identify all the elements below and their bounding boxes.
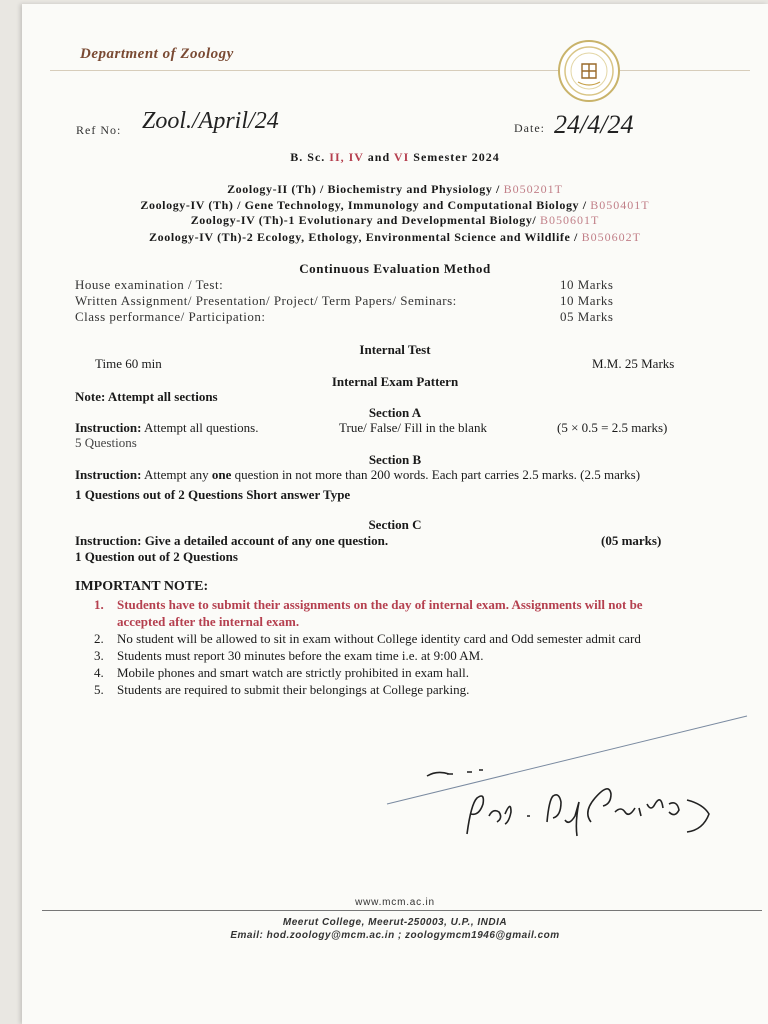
evaluation-row-marks: 05 Marks [560, 309, 614, 324]
section-b-count: 1 Questions out of 2 Questions Short answer Type [75, 487, 351, 502]
time-limit: Time 60 min [95, 356, 162, 371]
section-c-marks: (05 marks) [601, 533, 662, 548]
course-line [22, 198, 768, 213]
section-a-instruction [75, 420, 258, 436]
header-divider [50, 70, 750, 71]
section-c-instruction: Instruction: Give a detailed account of any one question. [75, 533, 389, 548]
semester-last: VI [393, 150, 410, 164]
section-b-instruction [75, 467, 640, 483]
course-line [22, 230, 768, 245]
evaluation-row-label: House examination / Test: [75, 277, 224, 292]
department-heading: Department of Zoology [80, 46, 234, 62]
ref-number: Zool./April/24 [142, 108, 279, 134]
course-code: B050602T [581, 230, 641, 244]
section-b-title: Section B [368, 452, 422, 467]
list-item [90, 647, 643, 664]
exam-pattern-title: Internal Exam Pattern [331, 374, 459, 389]
evaluation-row-label: Written Assignment/ Presentation/ Project/ Term Papers/ Seminars: [75, 293, 457, 308]
section-c-count: 1 Question out of 2 Questions [75, 549, 238, 564]
instruction-label: Instruction: [75, 467, 142, 482]
course-line [22, 213, 768, 228]
evaluation-row-label: Class performance/ Participation: [75, 309, 266, 324]
list-item-text: Mobile phones and smart watch are strictly prohibited in exam hall. [117, 665, 469, 680]
course-code: B050401T [590, 198, 650, 212]
internal-test-title: Internal Test [359, 342, 431, 357]
semester-and: and [367, 150, 391, 164]
section-a-title: Section A [368, 405, 422, 420]
instruction-text-bold: one [211, 467, 232, 482]
list-item-number: 3. [94, 648, 104, 663]
semester-heading [22, 150, 768, 165]
list-item [90, 630, 643, 647]
instruction-text-pre: Attempt any [144, 467, 209, 482]
list-item [90, 664, 643, 681]
list-item-text: accepted after the internal exam. [117, 614, 300, 629]
website-link: www.mcm.ac.in [355, 897, 435, 908]
list-item-text: Students are required to submit their belongings at College parking. [117, 682, 470, 697]
list-item-number: 4. [94, 665, 104, 680]
section-a-type: True/ False/ Fill in the blank [339, 420, 487, 435]
evaluation-row-marks: 10 Marks [560, 293, 614, 308]
course-code: B050601T [539, 213, 600, 227]
section-c-title: Section C [368, 517, 422, 532]
list-item [90, 681, 643, 698]
list-item-number: 1. [94, 597, 104, 612]
date-label: Date: [514, 121, 545, 135]
course-name: Zoology-IV (Th)-2 Ecology, Ethology, Environmental Science and Wildlife / [149, 230, 578, 244]
list-item-number: 2. [94, 631, 104, 646]
instruction-text-post: question in not more than 200 words. Each part carries 2.5 marks. (2.5 marks) [234, 467, 641, 482]
evaluation-title: Continuous Evaluation Method [299, 261, 491, 276]
semester-suffix: Semester 2024 [413, 150, 500, 164]
list-item-text: No student will be allowed to sit in exam without College identity card and Odd semester admit card [117, 631, 641, 646]
course-code: B050201T [503, 182, 563, 196]
contact-email: Email: hod.zoology@mcm.ac.in ; zoologymcm1946@gmail.com [230, 930, 560, 941]
instruction-text: Attempt all questions. [144, 420, 259, 435]
course-name: Zoology-II (Th) / Biochemistry and Physiology / [227, 182, 500, 196]
section-a-marks: (5 × 0.5 = 2.5 marks) [557, 420, 668, 435]
course-name: Zoology-IV (Th) / Gene Technology, Immunology and Computational Biology / [140, 198, 587, 212]
course-name: Zoology-IV (Th)-1 Evolutionary and Developmental Biology/ [190, 213, 537, 227]
list-item-text: Students must report 30 minutes before the exam time i.e. at 9:00 AM. [117, 648, 484, 663]
footer-divider [42, 910, 762, 911]
max-marks: M.M. 25 Marks [592, 356, 675, 371]
college-seal-icon [558, 40, 620, 102]
attempt-note: Note: Attempt all sections [75, 389, 218, 404]
section-a-count: 5 Questions [75, 435, 137, 450]
semester-prefix: B. Sc. [290, 150, 326, 164]
college-address: Meerut College, Meerut-250003, U.P., INDIA [282, 917, 508, 928]
signature-image [377, 704, 757, 844]
ref-label: Ref No: [76, 123, 122, 137]
list-item-text: Students have to submit their assignments on the day of internal exam. Assignments will not be [117, 597, 643, 612]
list-item-number: 5. [94, 682, 104, 697]
document-page [22, 4, 768, 1024]
evaluation-row-marks: 10 Marks [560, 277, 614, 292]
important-note-title: IMPORTANT NOTE: [75, 579, 209, 594]
course-line [22, 182, 768, 197]
semester-list: II, IV [329, 150, 364, 164]
date-value: 24/4/24 [554, 110, 634, 139]
important-note-list [90, 596, 643, 698]
instruction-label: Instruction: [75, 420, 142, 435]
list-item [90, 596, 643, 630]
